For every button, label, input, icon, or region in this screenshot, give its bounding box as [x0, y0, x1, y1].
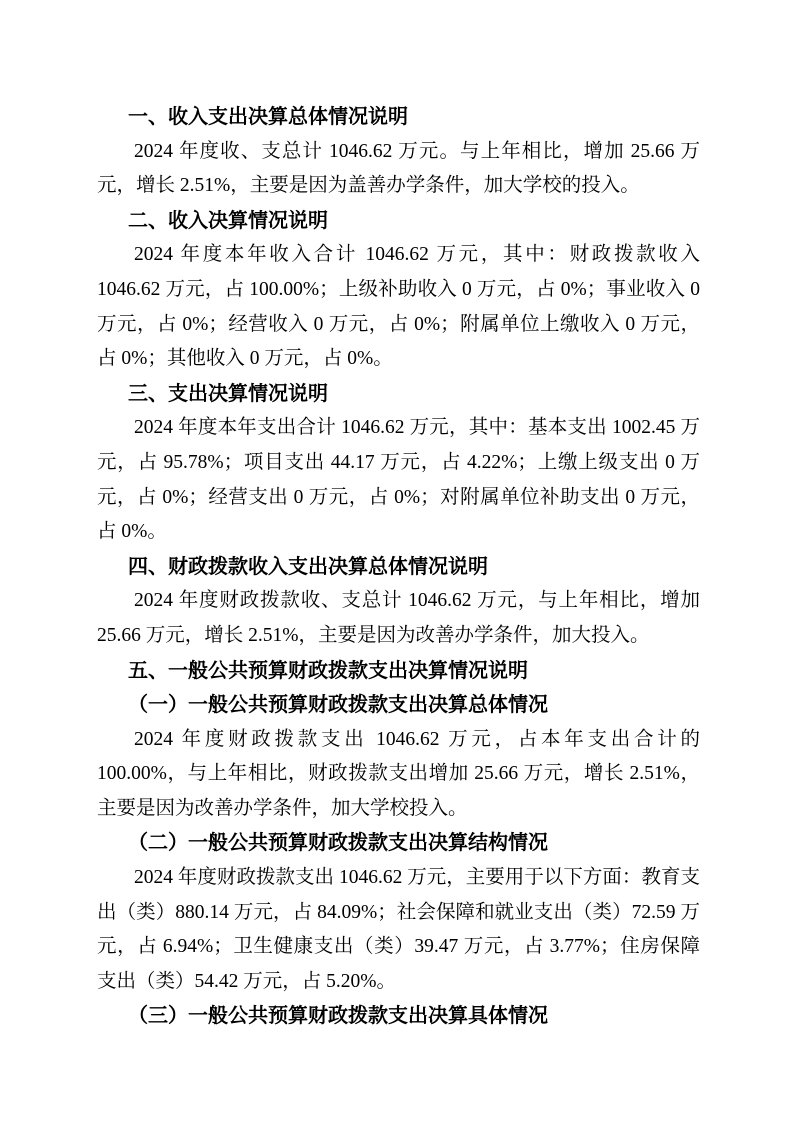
subsection-heading-budget-specific: （三）一般公共预算财政拨款支出决算具体情况	[128, 1005, 548, 1028]
paragraph-fiscal-appropriation-overall: 2024 年度财政拨款收、支总计 1046.62 万元，与上年相比，增加 25.66 万元，增长 2.51%，主要是因为改善办学条件，加大投入。	[97, 590, 700, 646]
section-heading-income-settlement: 二、收入决算情况说明	[128, 209, 328, 232]
section-heading-expenditure-settlement: 三、支出决算情况说明	[128, 382, 328, 405]
paragraph-expenditure-settlement: 2024 年度本年支出合计 1046.62 万元，其中：基本支出 1002.45 万元，占 95.78%；项目支出 44.17 万元，占 4.22%；上缴上级支出 0 万元，占 0%；经营支出 0 万元，占 0%；对附属单位补助支出 0 万元，占 0%。	[97, 417, 700, 543]
paragraph-income-settlement: 2024 年度本年收入合计 1046.62 万元，其中：财政拨款收入 1046.62 万元，占 100.00%；上级补助收入 0 万元，占 0%；事业收入 0 万元，占 0%；经营收入 0 万元，占 0%；附属单位上缴收入 0 万元，占 0%；其他收入 0 万元，占 0%。	[97, 244, 700, 370]
document-content	[97, 100, 700, 1034]
section-heading-income-expenditure-overall: 一、收入支出决算总体情况说明	[128, 106, 408, 128]
paragraph-budget-structure: 2024 年度财政拨款支出 1046.62 万元，主要用于以下方面：教育支出（类）880.14 万元，占 84.09%；社会保障和就业支出（类）72.59 万元，占 6.94%；卫生健康支出（类）39.47 万元，占 3.77%；住房保障支出（类）54.42 万元，占 5.20%。	[97, 867, 700, 992]
section-heading-fiscal-appropriation-overall: 四、财政拨款收入支出决算总体情况说明	[128, 555, 488, 578]
subsection-heading-budget-overall: （一）一般公共预算财政拨款支出决算总体情况	[128, 694, 548, 717]
paragraph-budget-overall: 2024 年度财政拨款支出 1046.62 万元，占本年支出合计的 100.00%，与上年相比，财政拨款支出增加 25.66 万元，增长 2.51%，主要是因为改善办学条件，加大学校投入。	[97, 728, 700, 819]
subsection-heading-budget-structure: （二）一般公共预算财政拨款支出决算结构情况	[128, 832, 548, 855]
paragraph-income-expenditure-overall: 2024 年度收、支总计 1046.62 万元。与上年相比，增加 25.66 万元，增长 2.51%，主要是因为盖善办学条件，加大学校的投入。	[97, 140, 700, 197]
section-heading-general-public-budget: 五、一般公共预算财政拨款支出决算情况说明	[128, 659, 528, 682]
